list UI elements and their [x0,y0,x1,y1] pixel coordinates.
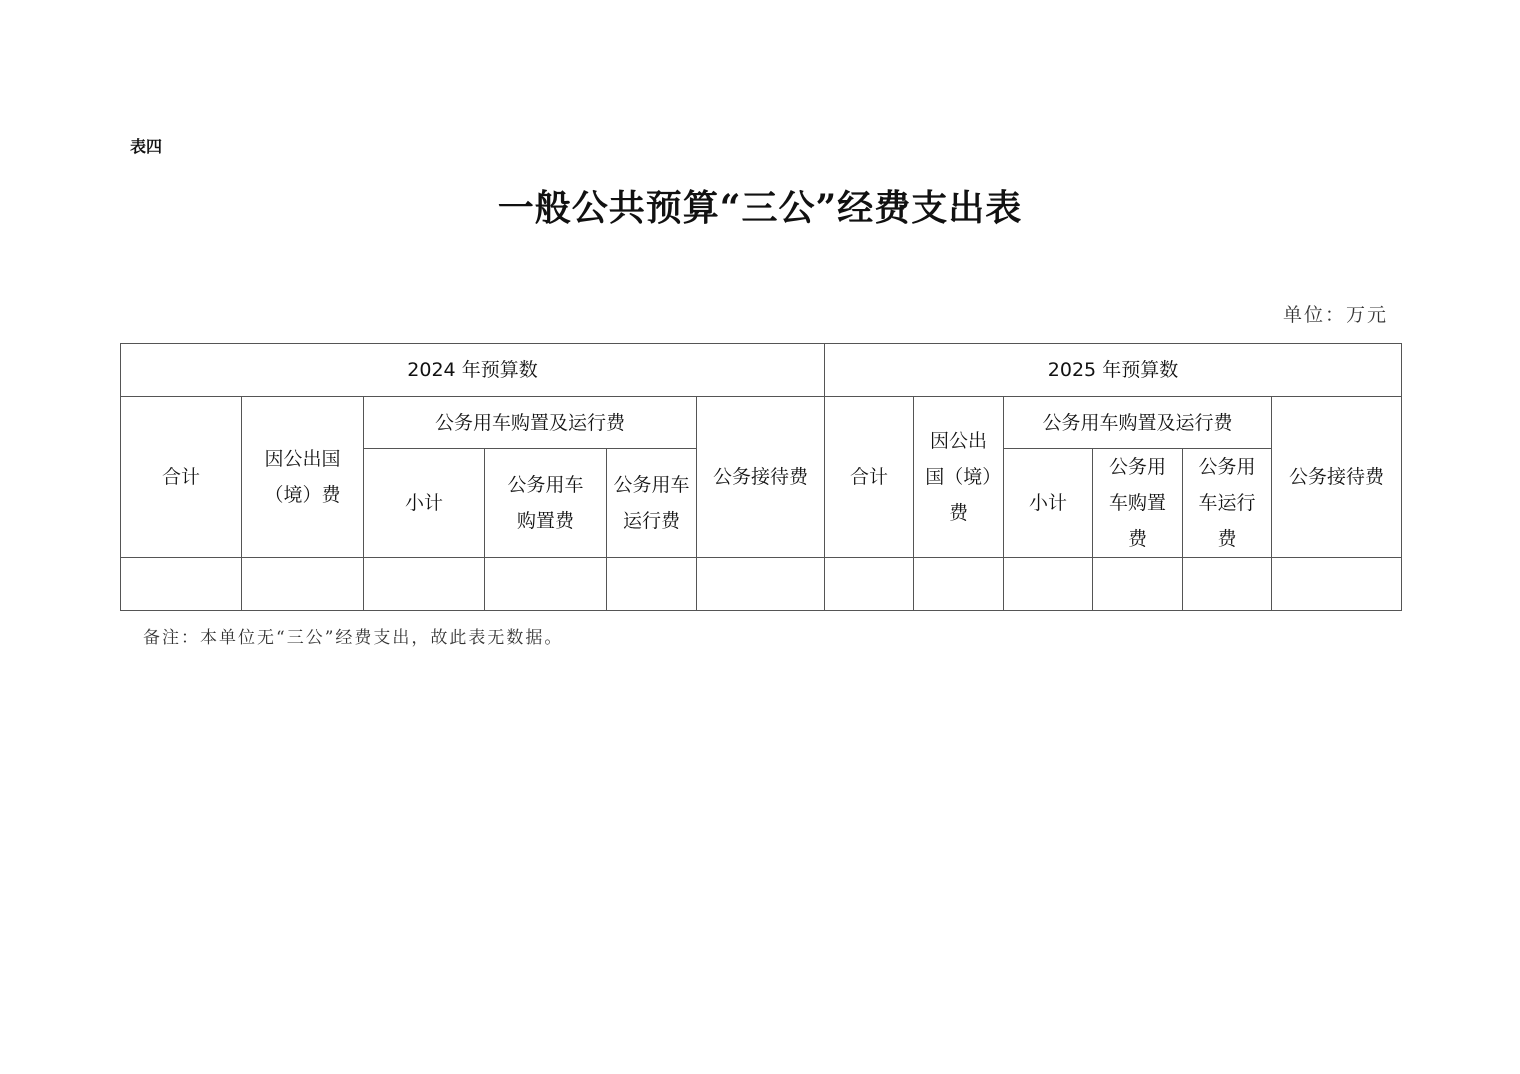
header-2024-abroad: 因公出国（境）费 [242,397,364,558]
cell-2024-abroad [242,558,364,611]
header-2025-reception: 公务接待费 [1272,397,1402,558]
header-2025-budget: 2025 年预算数 [825,344,1402,397]
cell-2025-total [825,558,914,611]
unit-label: 单位：万元 [1282,304,1388,326]
data-row [121,558,1402,611]
cell-2025-subtotal [1004,558,1093,611]
table-number-label: 表四 [130,139,163,156]
category-header-row [121,397,1402,449]
three-public-expenses-table [120,343,1402,611]
header-2024-subtotal: 小计 [364,449,485,558]
header-2024-operation: 公务用车运行费 [607,449,697,558]
cell-2024-total [121,558,242,611]
cell-2024-subtotal [364,558,485,611]
year-header-row [121,344,1402,397]
header-2024-total: 合计 [121,397,242,558]
header-2025-subtotal: 小计 [1004,449,1093,558]
header-2025-total: 合计 [825,397,914,558]
header-2025-purchase: 公务用车购置费 [1093,449,1183,558]
cell-2025-operation [1183,558,1272,611]
header-2024-vehicle-group: 公务用车购置及运行费 [364,397,697,449]
cell-2025-reception [1272,558,1402,611]
document-title: 一般公共预算“三公”经费支出表 [497,187,1023,229]
header-2024-reception: 公务接待费 [697,397,825,558]
cell-2025-abroad [914,558,1004,611]
header-2024-budget: 2024 年预算数 [121,344,825,397]
cell-2024-reception [697,558,825,611]
cell-2024-operation [607,558,697,611]
header-2024-purchase: 公务用车购置费 [485,449,607,558]
header-2025-abroad: 因公出国（境）费 [914,397,1004,558]
cell-2025-purchase [1093,558,1183,611]
header-2025-operation: 公务用车运行费 [1183,449,1272,558]
remark-note: 备注：本单位无“三公”经费支出，故此表无数据。 [143,628,564,648]
header-2025-vehicle-group: 公务用车购置及运行费 [1004,397,1272,449]
cell-2024-purchase [485,558,607,611]
